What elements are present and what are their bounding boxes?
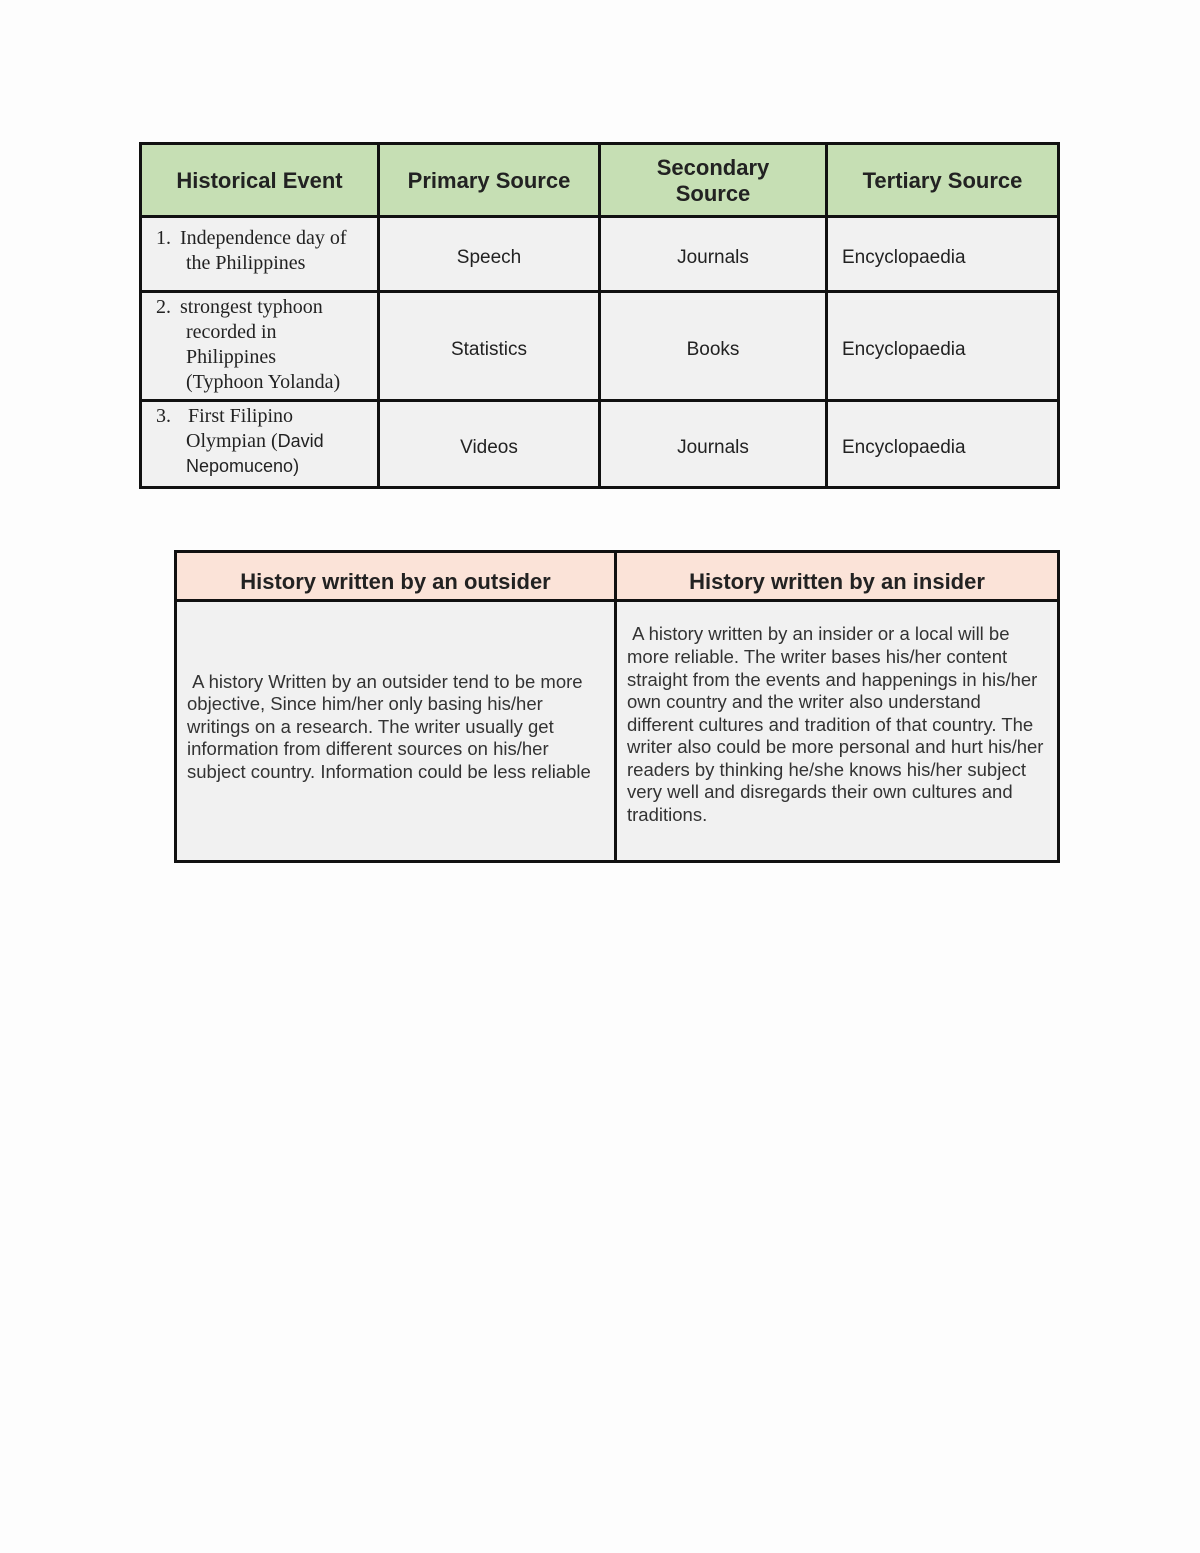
tertiary-source-cell: Encyclopaedia xyxy=(827,292,1059,401)
header-secondary-source-label: Secondary Source xyxy=(656,155,770,206)
event-line: Independence day of xyxy=(180,227,347,249)
insider-description: A history written by an insider or a local will be more reliable. The writer bases his/her content straight from the events and happenings in his/her own country and the writer also understand different cultures and tradition of that country. The writer also could be more personal and hurt his/her readers by thinking he/she knows his/her subject very well and disregards their own cultures and traditions. xyxy=(616,601,1059,862)
event-cell xyxy=(141,401,379,488)
header-insider: History written by an insider xyxy=(616,552,1059,601)
primary-source-cell: Statistics xyxy=(379,292,600,401)
table-row xyxy=(141,217,1059,292)
event-cell xyxy=(141,217,379,292)
perspective-table xyxy=(174,550,1060,863)
tertiary-source-cell: Encyclopaedia xyxy=(827,217,1059,292)
event-line: First Filipino xyxy=(188,405,294,427)
header-primary-source: Primary Source xyxy=(379,144,600,217)
primary-source-cell: Videos xyxy=(379,401,600,488)
event-text xyxy=(156,404,371,479)
event-line: the Philippines xyxy=(186,252,306,274)
header-secondary-source xyxy=(600,144,827,217)
header-outsider: History written by an outsider xyxy=(176,552,616,601)
event-line: Olympian (David xyxy=(186,430,324,452)
primary-source-cell: Speech xyxy=(379,217,600,292)
table-row xyxy=(141,401,1059,488)
event-number: 3. xyxy=(156,405,171,427)
header-row xyxy=(141,144,1059,217)
sources-table xyxy=(139,142,1060,489)
table-row xyxy=(141,292,1059,401)
event-line: Philippines xyxy=(186,346,277,368)
header-historical-event: Historical Event xyxy=(141,144,379,217)
outsider-description: A history Written by an outsider tend to be more objective, Since him/her only basing his/her writings on a research. The writer usually get information from different sources on his/her subject country. Information could be less reliable xyxy=(176,601,616,862)
table-row xyxy=(176,601,1059,862)
event-cell xyxy=(141,292,379,401)
event-number: 2. xyxy=(156,296,171,318)
secondary-source-cell: Journals xyxy=(600,401,827,488)
secondary-source-cell: Journals xyxy=(600,217,827,292)
secondary-source-cell: Books xyxy=(600,292,827,401)
header-tertiary-source: Tertiary Source xyxy=(827,144,1059,217)
event-line: (Typhoon Yolanda) xyxy=(186,371,341,393)
event-line: Nepomuceno) xyxy=(186,456,300,476)
event-text xyxy=(156,226,371,276)
header-row xyxy=(176,552,1059,601)
tertiary-source-cell: Encyclopaedia xyxy=(827,401,1059,488)
event-line: strongest typhoon xyxy=(180,296,323,318)
event-text xyxy=(156,295,371,395)
event-line: recorded in xyxy=(186,321,277,343)
event-number: 1. xyxy=(156,227,171,249)
